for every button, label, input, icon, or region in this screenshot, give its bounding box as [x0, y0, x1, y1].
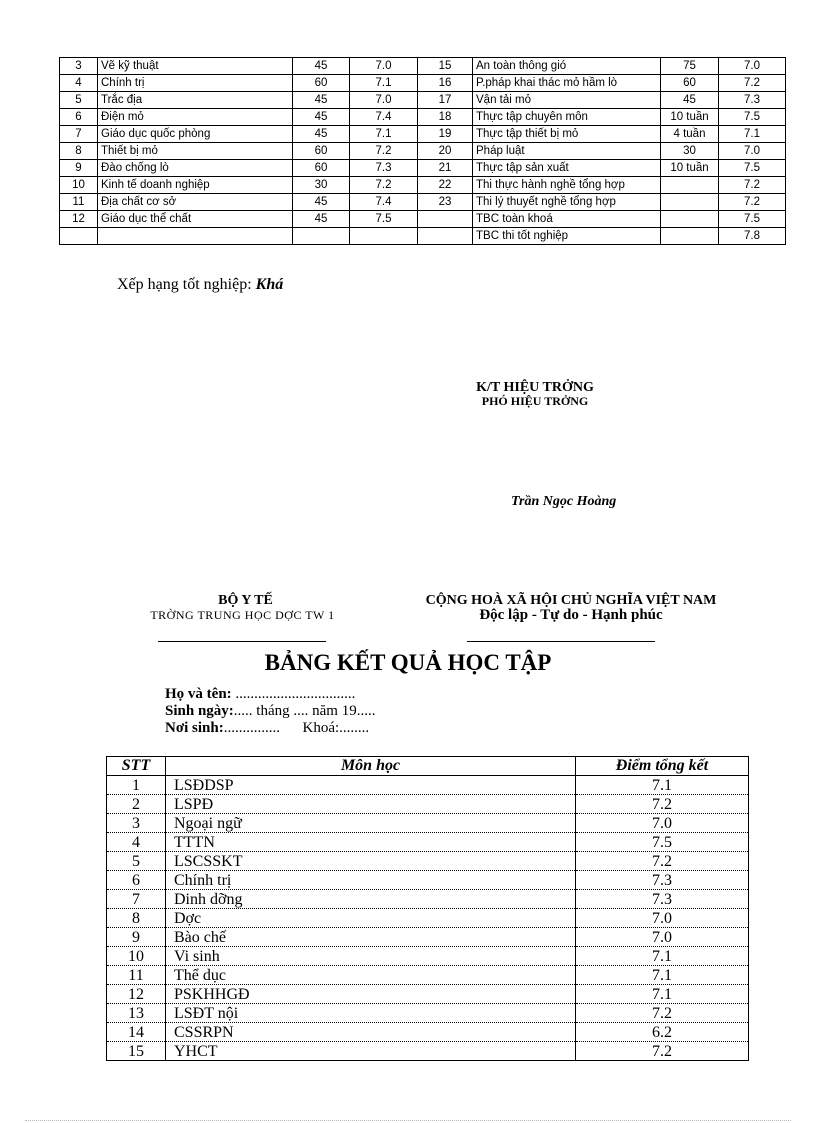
result-stt-cell: 8 [107, 909, 166, 928]
table-row [107, 833, 749, 852]
student-birthplace-label: Nơi sinh: [165, 720, 224, 736]
table-cell: 7.1 [350, 126, 418, 143]
result-subject-cell: YHCT [166, 1042, 576, 1061]
student-dob-value: ..... tháng .... năm 19..... [233, 703, 376, 719]
result-score-cell: 7.1 [576, 947, 749, 966]
institution-header [115, 594, 370, 622]
result-subject-cell: Dinh dỡng [166, 890, 576, 909]
result-subject-cell: Bào chế [166, 928, 576, 947]
table-row [60, 92, 786, 109]
national-header [396, 594, 746, 623]
result-stt-cell: 14 [107, 1023, 166, 1042]
table-cell: 4 [60, 75, 98, 92]
table-cell: 30 [293, 177, 350, 194]
table-cell: 7.0 [350, 92, 418, 109]
table-cell: Kinh tế doanh nghiệp [98, 177, 293, 194]
table-cell [661, 177, 719, 194]
table-cell: 7.1 [719, 126, 786, 143]
results-table [106, 756, 749, 1061]
student-name-value: ................................ [235, 686, 356, 702]
student-name-label: Họ và tên: [165, 686, 232, 702]
table-cell: 10 [60, 177, 98, 194]
ministry-name: BỘ Y TẾ [218, 593, 273, 608]
student-info [165, 686, 375, 737]
table-cell: Đào chống lò [98, 160, 293, 177]
result-score-cell: 7.1 [576, 966, 749, 985]
result-score-cell: 7.1 [576, 776, 749, 795]
table-row [107, 871, 749, 890]
table-cell: 22 [418, 177, 473, 194]
result-subject-cell: Dợc [166, 909, 576, 928]
result-subject-cell: LSĐDSP [166, 776, 576, 795]
table-cell: 4 tuần [661, 126, 719, 143]
table-cell: 7.2 [719, 194, 786, 211]
table-cell: TBC thi tốt nghiệp [473, 228, 661, 245]
table-cell: 3 [60, 58, 98, 75]
table-cell: 6 [60, 109, 98, 126]
signer-name: Trần Ngọc Hoàng [511, 494, 617, 509]
result-subject-cell: PSKHHGĐ [166, 985, 576, 1004]
table-cell: 60 [661, 75, 719, 92]
table-cell: 9 [60, 160, 98, 177]
results-header-stt: STT [107, 757, 166, 776]
graduation-rank [117, 276, 283, 294]
table-cell [661, 211, 719, 228]
table-row [60, 126, 786, 143]
student-name-line [165, 686, 375, 703]
table-cell: 19 [418, 126, 473, 143]
subject-grades-table [59, 57, 786, 245]
result-subject-cell: Ngoại ngữ [166, 814, 576, 833]
table-row [107, 1023, 749, 1042]
table-cell: 45 [293, 109, 350, 126]
table-cell: Vận tải mỏ [473, 92, 661, 109]
table-cell [661, 228, 719, 245]
result-stt-cell: 3 [107, 814, 166, 833]
table-row [107, 909, 749, 928]
table-cell: Thiết bị mỏ [98, 143, 293, 160]
table-cell: 7.5 [350, 211, 418, 228]
table-cell: 10 tuần [661, 160, 719, 177]
result-score-cell: 7.2 [576, 1004, 749, 1023]
table-cell: P.pháp khai thác mỏ hầm lò [473, 75, 661, 92]
table-cell: 23 [418, 194, 473, 211]
table-row [60, 75, 786, 92]
table-cell: 7.4 [350, 109, 418, 126]
student-birthplace-value: ............... [223, 720, 280, 736]
table-cell: 60 [293, 143, 350, 160]
result-score-cell: 7.3 [576, 871, 749, 890]
table-cell: Thi thực hành nghề tổng hợp [473, 177, 661, 194]
table-cell: 7.5 [719, 109, 786, 126]
table-cell [98, 228, 293, 245]
table-cell [293, 228, 350, 245]
table-row [107, 966, 749, 985]
result-stt-cell: 15 [107, 1042, 166, 1061]
table-cell: 7.3 [350, 160, 418, 177]
table-cell: 45 [661, 92, 719, 109]
page-bottom-divider [25, 1120, 791, 1121]
republic-name: CỘNG HOÀ XÃ HỘI CHỦ NGHĨA VIỆT NAM [425, 593, 717, 608]
result-score-cell: 7.5 [576, 833, 749, 852]
table-cell: 7.5 [719, 211, 786, 228]
table-cell: Giáo dục quốc phòng [98, 126, 293, 143]
table-cell: 45 [293, 126, 350, 143]
table-row [107, 776, 749, 795]
table-cell: 7.2 [719, 177, 786, 194]
result-score-cell: 6.2 [576, 1023, 749, 1042]
result-subject-cell: LSPĐ [166, 795, 576, 814]
student-birthplace-line [165, 720, 375, 737]
table-cell: Thực tập thiết bị mỏ [473, 126, 661, 143]
result-score-cell: 7.2 [576, 852, 749, 871]
result-stt-cell: 13 [107, 1004, 166, 1023]
table-cell: 7.0 [719, 58, 786, 75]
graduation-rank-label: Xếp hạng tốt nghiệp: [117, 276, 252, 293]
school-name: TRỜNG TRUNG HỌC DỢC TW 1 [150, 608, 335, 622]
result-stt-cell: 10 [107, 947, 166, 966]
table-cell [661, 194, 719, 211]
table-row [107, 985, 749, 1004]
result-stt-cell: 12 [107, 985, 166, 1004]
table-row [60, 58, 786, 75]
institution-divider [158, 641, 326, 642]
table-cell: Giáo dục thể chất [98, 211, 293, 228]
table-cell: 11 [60, 194, 98, 211]
table-cell [418, 228, 473, 245]
table-cell: 17 [418, 92, 473, 109]
table-cell [350, 228, 418, 245]
table-cell: 60 [293, 75, 350, 92]
motto-divider [467, 641, 655, 642]
table-cell: Chính trị [98, 75, 293, 92]
result-stt-cell: 4 [107, 833, 166, 852]
table-row [60, 177, 786, 194]
table-cell: 7.0 [350, 58, 418, 75]
result-score-cell: 7.1 [576, 985, 749, 1004]
result-stt-cell: 9 [107, 928, 166, 947]
student-course-label: Khoá: [302, 720, 340, 736]
result-subject-cell: Chính trị [166, 871, 576, 890]
table-cell: 30 [661, 143, 719, 160]
results-header-score: Điểm tổng kết [576, 757, 749, 776]
table-cell: 45 [293, 211, 350, 228]
table-row [60, 194, 786, 211]
result-subject-cell: LSCSSKT [166, 852, 576, 871]
table-cell: 7.2 [350, 143, 418, 160]
result-score-cell: 7.3 [576, 890, 749, 909]
result-score-cell: 7.0 [576, 928, 749, 947]
table-cell: Điện mỏ [98, 109, 293, 126]
table-cell: 7.8 [719, 228, 786, 245]
signature-title: K/T HIỆU TRỞNG [476, 380, 594, 395]
table-row [60, 211, 786, 228]
table-cell: Thi lý thuyết nghề tổng hợp [473, 194, 661, 211]
table-row [107, 852, 749, 871]
document-title: BẢNG KẾT QUẢ HỌC TẬP [264, 650, 552, 675]
table-cell: Vẽ kỹ thuật [98, 58, 293, 75]
table-cell: 60 [293, 160, 350, 177]
table-cell [60, 228, 98, 245]
table-cell [418, 211, 473, 228]
result-score-cell: 7.0 [576, 909, 749, 928]
result-stt-cell: 2 [107, 795, 166, 814]
table-row [107, 795, 749, 814]
results-header-row [107, 757, 749, 776]
table-row [107, 814, 749, 833]
signature-subtitle: PHÓ HIỆU TRỞNG [481, 394, 589, 408]
graduation-rank-value: Khá [255, 276, 284, 293]
result-stt-cell: 11 [107, 966, 166, 985]
table-row [60, 228, 786, 245]
table-cell: 21 [418, 160, 473, 177]
table-row [60, 109, 786, 126]
table-row [107, 1042, 749, 1061]
result-subject-cell: TTTN [166, 833, 576, 852]
result-stt-cell: 6 [107, 871, 166, 890]
result-stt-cell: 5 [107, 852, 166, 871]
result-subject-cell: Thể dục [166, 966, 576, 985]
result-stt-cell: 7 [107, 890, 166, 909]
result-subject-cell: Vi sinh [166, 947, 576, 966]
table-cell: 75 [661, 58, 719, 75]
table-cell: 20 [418, 143, 473, 160]
student-dob-label: Sinh ngày: [165, 703, 234, 719]
student-course-value: ........ [339, 720, 370, 736]
table-cell: An toàn thông gió [473, 58, 661, 75]
result-score-cell: 7.2 [576, 795, 749, 814]
signature-block [440, 381, 630, 408]
table-cell: Trắc địa [98, 92, 293, 109]
table-cell: 45 [293, 194, 350, 211]
table-cell: Thực tập chuyên môn [473, 109, 661, 126]
table-cell: 5 [60, 92, 98, 109]
table-cell: 7.0 [719, 143, 786, 160]
table-row [60, 160, 786, 177]
table-row [107, 890, 749, 909]
result-subject-cell: LSĐT nội [166, 1004, 576, 1023]
table-cell: 18 [418, 109, 473, 126]
table-row [107, 1004, 749, 1023]
result-score-cell: 7.0 [576, 814, 749, 833]
table-cell: 7.1 [350, 75, 418, 92]
result-subject-cell: CSSRPN [166, 1023, 576, 1042]
table-row [107, 928, 749, 947]
table-cell: Địa chất cơ sở [98, 194, 293, 211]
table-cell: 7.3 [719, 92, 786, 109]
table-cell: 7.2 [719, 75, 786, 92]
table-cell: 7.2 [350, 177, 418, 194]
results-header-subject: Môn học [166, 757, 576, 776]
table-cell: 16 [418, 75, 473, 92]
table-cell: 15 [418, 58, 473, 75]
table-row [60, 143, 786, 160]
table-row [107, 947, 749, 966]
student-dob-line [165, 703, 375, 720]
table-cell: 12 [60, 211, 98, 228]
table-cell: 45 [293, 58, 350, 75]
result-score-cell: 7.2 [576, 1042, 749, 1061]
national-motto: Độc lập - Tự do - Hạnh phúc [479, 607, 663, 623]
table-cell: 7.4 [350, 194, 418, 211]
result-stt-cell: 1 [107, 776, 166, 795]
table-cell: Thực tập sản xuất [473, 160, 661, 177]
table-cell: 7.5 [719, 160, 786, 177]
table-cell: 45 [293, 92, 350, 109]
table-cell: 8 [60, 143, 98, 160]
table-cell: 7 [60, 126, 98, 143]
table-cell: Pháp luật [473, 143, 661, 160]
table-cell: TBC toàn khoá [473, 211, 661, 228]
table-cell: 10 tuần [661, 109, 719, 126]
